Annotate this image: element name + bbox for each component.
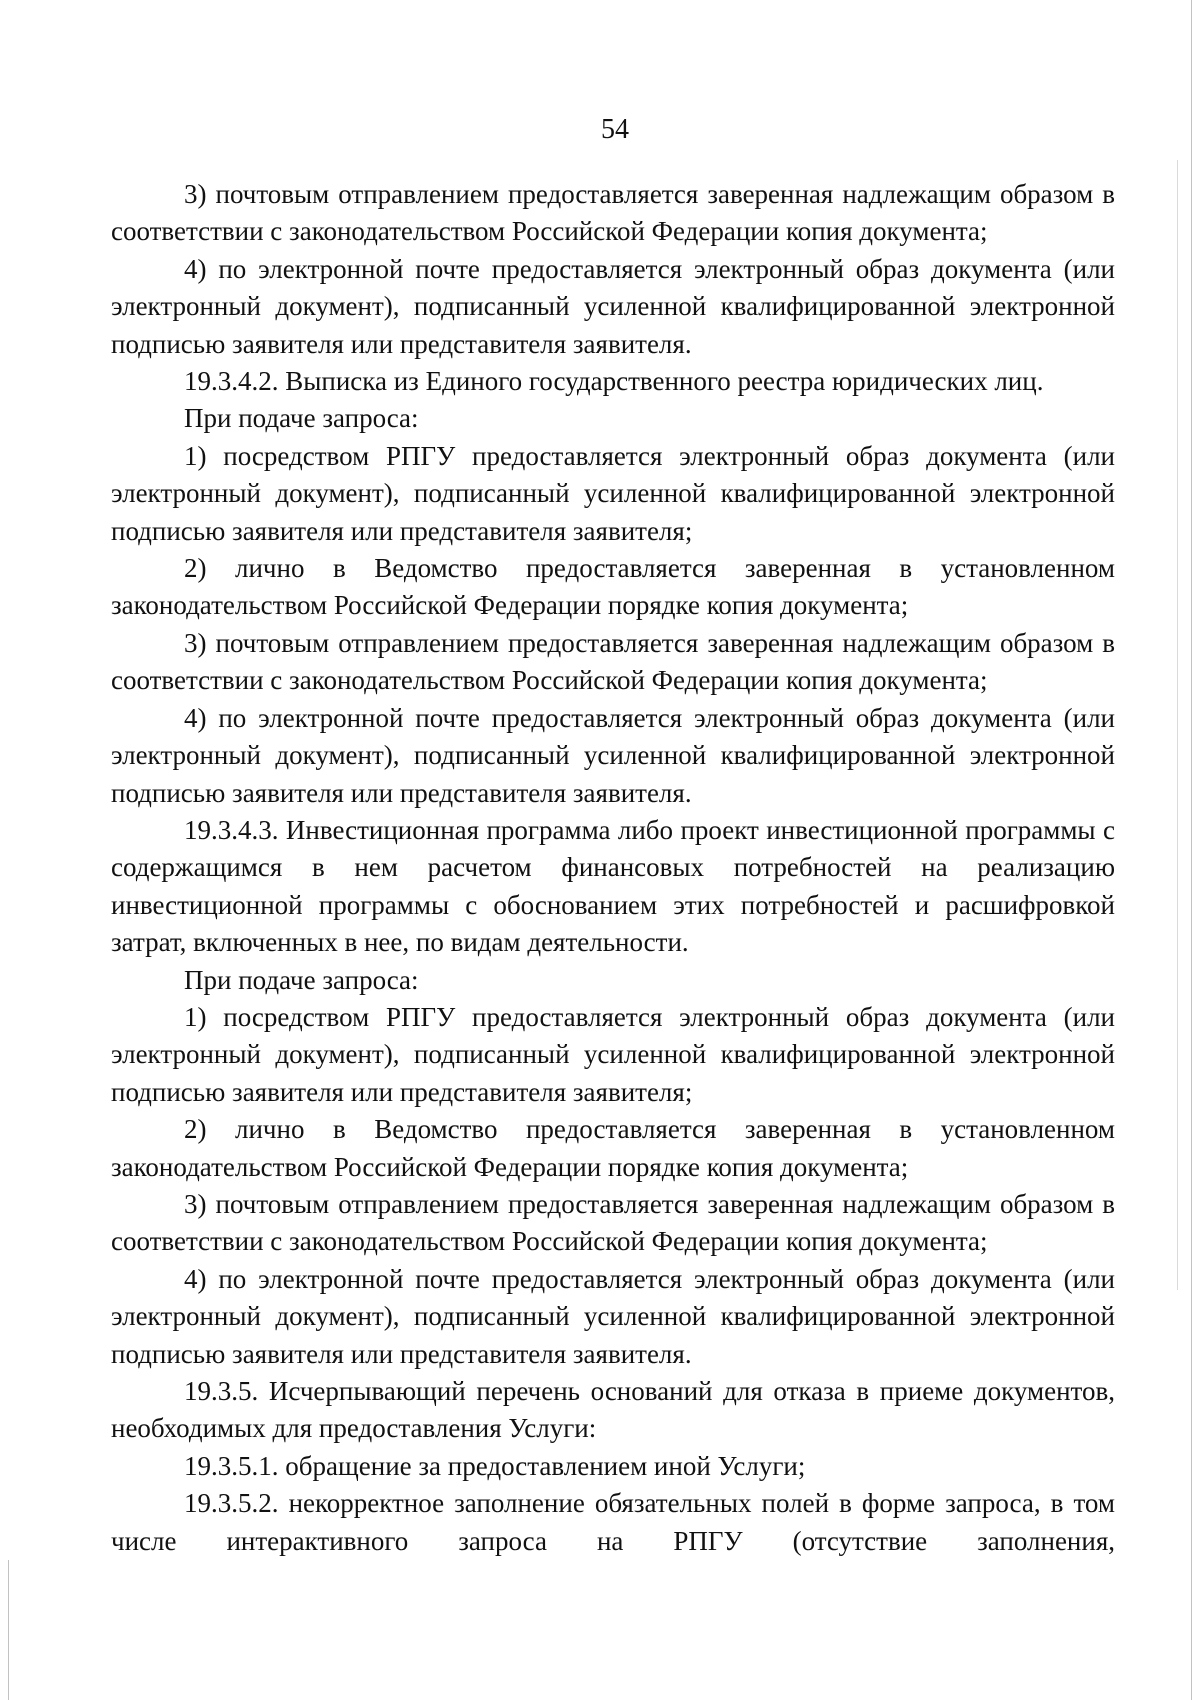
paragraph-item-3-postal: 3) почтовым отправлением предоставляется заверенная надлежащим образом в соответствии с законодательством Российской Федерации копия документа; (111, 1188, 1115, 1257)
paragraph-item-4-email: 4) по электронной почте предоставляется электронный образ документа (или электронный документ), подписанный усиленной квалифицированной электронной подписью заявителя или представителя заявителя. (111, 702, 1115, 808)
paragraph-item-1-rpgu: 1) посредством РПГУ предоставляется электронный образ документа (или электронный документ), подписанный усиленной квалифицированной электронной подписью заявителя или представителя заявителя; (111, 1001, 1115, 1107)
paragraph-item-2-in-person: 2) лично в Ведомство предоставляется заверенная в установленном законодательством Российской Федерации порядке копия документа; (111, 553, 1115, 621)
document-body (111, 176, 1115, 1560)
section-19-3-5-1: 19.3.5.1. обращение за предоставлением иной Услуги; (184, 1450, 806, 1481)
section-19-3-5: 19.3.5. Исчерпывающий перечень оснований для отказа в приеме документов, необходимых для предоставления Услуги: (111, 1376, 1115, 1444)
paragraph-request-intro: При подаче запроса: (184, 403, 419, 434)
paragraph-item-4-email: 4) по электронной почте предоставляется электронный образ документа (или электронный документ), подписанный усиленной квалифицированной электронной подписью заявителя или представителя заявителя. (111, 1263, 1115, 1369)
scan-edge-left (8, 1560, 9, 1700)
section-19-3-5-2: 19.3.5.2. некорректное заполнение обязательных полей в форме запроса, в том числе интерактивного запроса на РПГУ (отсутствие заполнения, (111, 1488, 1115, 1556)
section-19-3-4-2: 19.3.4.2. Выписка из Единого государственного реестра юридических лиц. (184, 366, 1044, 397)
paragraph-item-3-postal: 3) почтовым отправлением предоставляется заверенная надлежащим образом в соответствии с законодательством Российской Федерации копия документа; (111, 179, 1115, 247)
paragraph-item-3-postal: 3) почтовым отправлением предоставляется заверенная надлежащим образом в соответствии с законодательством Российской Федерации копия документа; (111, 627, 1115, 696)
paragraph-item-4-email: 4) по электронной почте предоставляется электронный образ документа (или электронный документ), подписанный усиленной квалифицированной электронной подписью заявителя или представителя заявителя. (111, 253, 1115, 359)
scan-edge-right (1191, 0, 1192, 1700)
page-number: 54 (601, 114, 629, 145)
paragraph-item-1-rpgu: 1) посредством РПГУ предоставляется электронный образ документа (или электронный документ), подписанный усиленной квалифицированной электронной подписью заявителя или представителя заявителя; (111, 440, 1115, 546)
section-19-3-4-3: 19.3.4.3. Инвестиционная программа либо проект инвестиционной программы с содержащимся в нем расчетом финансовых потребностей на реализацию инвестиционной программы с обоснованием этих потребностей и расшифровкой затрат, включенных в нее, по видам деятельности. (111, 814, 1115, 958)
paragraph-request-intro: При подаче запроса: (184, 964, 419, 995)
paragraph-item-2-in-person: 2) лично в Ведомство предоставляется заверенная в установленном законодательством Российской Федерации порядке копия документа; (111, 1114, 1115, 1182)
scan-edge-inner (1177, 160, 1178, 1290)
